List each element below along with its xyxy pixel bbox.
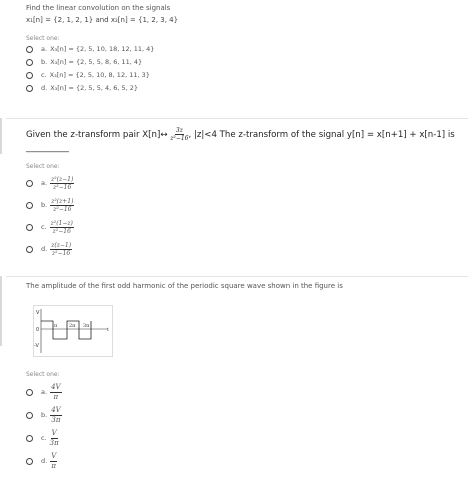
- q3-option-a[interactable]: [26, 381, 62, 403]
- figure-frame: [34, 306, 113, 357]
- option-letter: c.: [41, 223, 47, 231]
- option-fraction: [50, 242, 72, 257]
- fraction-numerator: 4V: [51, 405, 61, 414]
- label-pi: π: [54, 323, 58, 329]
- select-one-label: Select one:: [26, 35, 60, 42]
- radio-button[interactable]: [26, 72, 33, 79]
- left-scroll-marker: [0, 118, 2, 154]
- radio-button[interactable]: [26, 435, 33, 442]
- option-fraction: [50, 198, 74, 213]
- radio-button[interactable]: [26, 59, 33, 66]
- q2-option-d[interactable]: [26, 240, 72, 258]
- select-one-label: Select one:: [26, 371, 60, 378]
- option-letter: c.: [41, 71, 47, 79]
- label-neg-v: -V: [34, 343, 39, 349]
- q1-option-c[interactable]: [26, 69, 150, 81]
- q3-option-b[interactable]: [26, 404, 62, 426]
- q3-option-c[interactable]: [26, 427, 59, 449]
- pair-fraction: [170, 127, 188, 142]
- fraction-denominator: z²−16: [52, 249, 71, 257]
- question-card-2: [6, 118, 468, 269]
- option-fraction: [50, 176, 74, 191]
- radio-button[interactable]: [26, 202, 33, 209]
- option-fraction: [50, 406, 62, 425]
- question-2-prompt: [26, 127, 466, 155]
- square-wave-figure: [33, 305, 113, 361]
- option-letter: c.: [41, 434, 47, 442]
- fraction-numerator: 4V: [51, 382, 61, 391]
- q2-option-a[interactable]: [26, 174, 74, 192]
- fraction-numerator: z²(1−z): [50, 219, 73, 227]
- option-letter: b.: [41, 201, 48, 209]
- fraction-numerator: z²(z−1): [51, 175, 74, 183]
- option-letter: b.: [41, 58, 48, 66]
- q2-option-c[interactable]: [26, 218, 74, 236]
- prompt-text-a: Given the z-transform pair X[n]↔: [26, 130, 168, 140]
- prompt-text-b: , |z|<4 The z-transform of the signal y[n] = x[n+1] + x[n-1] is __________: [26, 130, 455, 153]
- q1-option-d[interactable]: [26, 82, 138, 94]
- label-3pi: 3π: [83, 323, 90, 329]
- square-wave-svg: [33, 305, 113, 357]
- q1-option-a[interactable]: [26, 43, 154, 55]
- option-letter: d.: [41, 84, 48, 92]
- label-2pi: 2π: [69, 323, 76, 329]
- radio-button[interactable]: [26, 246, 33, 253]
- label-zero: 0: [36, 327, 40, 333]
- radio-button[interactable]: [26, 389, 33, 396]
- option-letter: a.: [41, 388, 48, 396]
- fraction-numerator: z(z−1): [51, 241, 72, 249]
- radio-button[interactable]: [26, 180, 33, 187]
- question-card-3: [6, 276, 468, 480]
- option-text: X₃[n] = {2, 5, 5, 4, 6, 5, 2}: [50, 84, 139, 92]
- radio-button[interactable]: [26, 412, 33, 419]
- fraction-denominator: 3π: [51, 415, 61, 424]
- option-letter: d.: [41, 245, 48, 253]
- option-text: X₃[n] = {2, 5, 10, 18, 12, 11, 4}: [50, 45, 155, 53]
- fraction-denominator: 3π: [49, 438, 59, 447]
- option-letter: a.: [41, 45, 48, 53]
- option-fraction: [50, 220, 74, 235]
- fraction-denominator: z²−16: [53, 183, 72, 191]
- option-text: X₃[n] = {2, 5, 5, 8, 6, 11, 4}: [50, 58, 143, 66]
- option-text: X₃[n] = {2, 5, 10, 8, 12, 11, 3}: [49, 71, 150, 79]
- option-fraction: [50, 452, 57, 471]
- label-v: V: [36, 310, 40, 316]
- fraction-numerator: V: [51, 428, 57, 437]
- option-fraction: [50, 429, 59, 448]
- option-letter: d.: [41, 457, 48, 465]
- question-1-prompt: Find the linear convolution on the signals: [26, 4, 171, 12]
- radio-button[interactable]: [26, 458, 33, 465]
- option-letter: b.: [41, 411, 48, 419]
- fraction-denominator: π: [51, 461, 57, 470]
- option-fraction: [50, 383, 62, 402]
- select-one-label: Select one:: [26, 163, 60, 170]
- label-t: t: [107, 327, 110, 333]
- left-scroll-marker: [0, 276, 2, 346]
- fraction-denominator: π: [53, 392, 59, 401]
- radio-button[interactable]: [26, 85, 33, 92]
- fraction-numerator: z²(z+1): [51, 197, 74, 205]
- fraction-denominator: z²−16: [52, 227, 71, 235]
- q1-option-b[interactable]: [26, 56, 142, 68]
- question-3-prompt: The amplitude of the first odd harmonic of the periodic square wave shown in the figure is: [26, 282, 343, 290]
- q2-option-b[interactable]: [26, 196, 74, 214]
- q3-option-d[interactable]: [26, 450, 57, 472]
- fraction-denominator: z²−16: [170, 135, 189, 142]
- radio-button[interactable]: [26, 224, 33, 231]
- fraction-numerator: V: [51, 451, 57, 460]
- option-letter: a.: [41, 179, 48, 187]
- question-1-signals: x₁[n] = {2, 1, 2, 1} and x₂[n] = {1, 2, 3, 4}: [26, 16, 179, 24]
- fraction-denominator: z²−16: [53, 205, 72, 213]
- fraction-numerator: 3z: [175, 127, 183, 134]
- radio-button[interactable]: [26, 46, 33, 53]
- question-card-1: [6, 0, 468, 108]
